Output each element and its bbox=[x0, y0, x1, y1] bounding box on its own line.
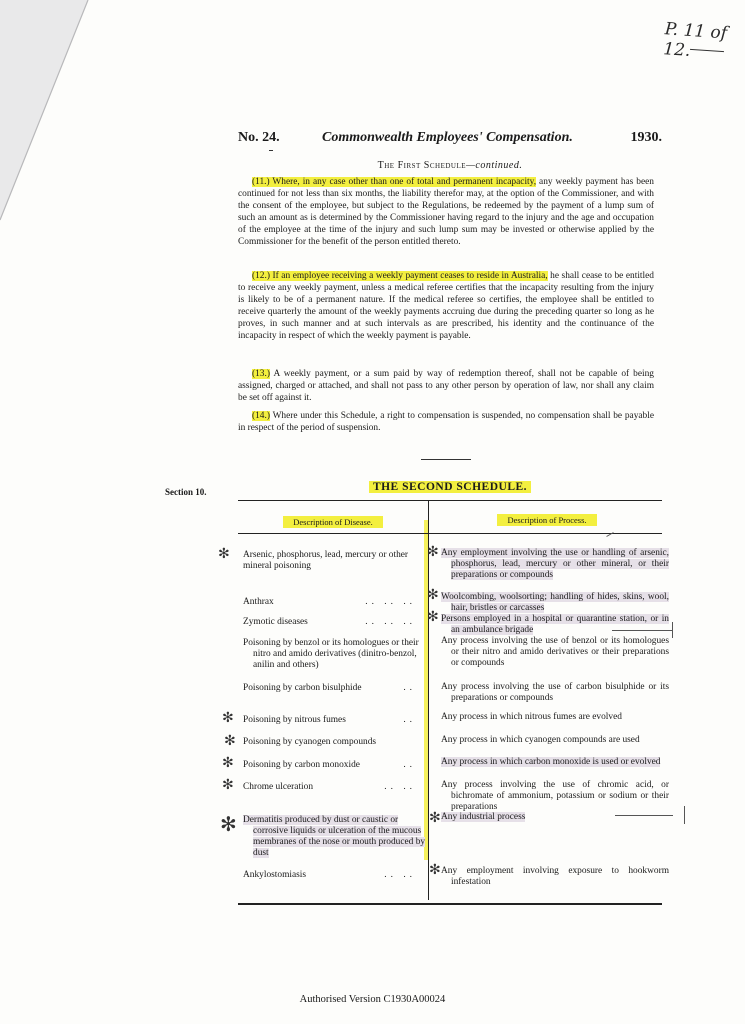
table-row-disease: Poisoning by benzol or its homologues or their nitro and amido derivatives (dinitro-benzol, anilin and others) bbox=[243, 638, 419, 670]
second-schedule-title: THE SECOND SCHEDULE. bbox=[369, 481, 531, 493]
asterisk-mark-icon: ✻ bbox=[224, 733, 236, 749]
table-row-process: Persons employed in a hospital or quarantine station, or in an ambulance brigade bbox=[441, 614, 669, 635]
table-row-process: Woolcombing, woolsorting; handling of hides, skins, wool, hair, bristles or carcasses bbox=[441, 592, 669, 613]
table-row-process: Any employment involving exposure to hookworm infestation bbox=[441, 866, 669, 887]
column-header-disease-label: Description of Disease. bbox=[283, 516, 383, 528]
asterisk-mark-icon: ✻ bbox=[222, 710, 234, 726]
first-schedule-title: The First Schedule bbox=[377, 160, 467, 171]
table-column-divider bbox=[428, 500, 429, 900]
paragraph-13-text: A weekly payment, or a sum paid by way of redemption thereof, shall not be capable of being assigned, charged or attached, and shall not pass to any other person by operation of law, nor shall any claim be set off against it. bbox=[238, 369, 654, 403]
table-row-disease: Poisoning by cyanogen compounds bbox=[243, 737, 377, 747]
table-bottom-rule bbox=[238, 903, 662, 905]
section-label: Section 10. bbox=[165, 487, 207, 497]
table-row-process: Any employment involving the use or handling of arsenic, phosphorus, lead, mercury or other mineral, or their preparations or compounds bbox=[441, 548, 669, 580]
table-row-disease: Poisoning by nitrous fumes .. bbox=[243, 715, 416, 725]
table-row-disease: Dermatitis produced by dust or caustic or corrosive liquids or ulceration of the mucous membranes of the nose or mouth produced by dust bbox=[243, 815, 426, 858]
column-header-process-label: Description of Process. bbox=[497, 514, 596, 526]
table-row-process: Any industrial process bbox=[441, 812, 526, 822]
table-header-rule bbox=[238, 533, 662, 534]
asterisk-mark-icon: ✻ bbox=[427, 609, 439, 625]
paragraph-13-highlight: (13.) bbox=[252, 369, 270, 379]
column-header-disease bbox=[240, 517, 426, 527]
pencil-mark bbox=[615, 815, 673, 816]
header-dash bbox=[269, 150, 273, 151]
table-row-process: Any process in which cyanogen compounds are used bbox=[441, 735, 640, 745]
pencil-mark bbox=[672, 622, 673, 638]
asterisk-mark-icon: ✻ bbox=[427, 587, 439, 603]
table-row-disease: Anthrax .. .. .. bbox=[243, 597, 416, 607]
paragraph-12-text: he shall cease to be entitled to receive any weekly payment, unless a medical referee certifies that the incapacity resulting from the injury is likely to be of a permanent nature. If the medical referee so certifies, the employee shall be entitled to receive quarterly the amount of the weekly payments accruing due during the preceding quarter so long as he proves, in such manner and at such intervals as are prescribed, his identity and the continuance of the incapacity in respect of which the weekly payment is payable. bbox=[238, 271, 654, 341]
act-year: 1930. bbox=[630, 130, 662, 145]
table-row-disease: Zymotic diseases .. .. .. bbox=[243, 617, 416, 627]
paragraph-14-text: Where under this Schedule, a right to compensation is suspended, no compensation shall be payable in respect of the period of suspension. bbox=[238, 411, 654, 433]
table-row-process: Any process in which carbon monoxide is used or evolved bbox=[441, 757, 661, 767]
paragraph-11-text: any weekly payment has been continued for not less than six months, the liability therefor may, at the option of the Commissioner, and with the consent of the employee, but subject to the Regulations, be redeemed by the payment of a lump sum of such an amount as is determined by the Commissioner having regard to the injury and the age and occupation of the employee at the time of the injury and such lump sum may be invested or otherwise applied by the Commissioner for the benefit of the person entitled thereto. bbox=[238, 177, 654, 247]
table-top-rule bbox=[238, 500, 662, 501]
asterisk-mark-icon: ✻ bbox=[218, 546, 230, 562]
asterisk-mark-icon: ✻ bbox=[427, 544, 439, 560]
asterisk-mark-icon: ✻ bbox=[220, 812, 237, 836]
table-row-process: Any process involving the use of chromic acid, or bichromate of ammonium, potassium or sodium or their preparations bbox=[441, 780, 669, 812]
table-row-disease: Ankylostomiasis .. .. bbox=[243, 870, 416, 880]
handwritten-page-note: P. 11 of 12. bbox=[662, 19, 728, 62]
asterisk-mark-icon: ✻ bbox=[429, 810, 441, 826]
pencil-mark bbox=[684, 806, 685, 824]
table-row-disease: Poisoning by carbon bisulphide .. bbox=[243, 683, 416, 693]
act-number: No. 24. bbox=[238, 130, 280, 145]
footer-authorised-version: Authorised Version C1930A00024 bbox=[299, 994, 446, 1005]
table-row-process: Any process involving the use of benzol or its homologues or their nitro and amido derivatives or their preparations or compounds bbox=[441, 636, 669, 668]
paragraph-12-highlight: (12.) If an employee receiving a weekly payment ceases to reside in Australia, bbox=[252, 271, 548, 281]
section-divider bbox=[421, 459, 471, 460]
table-row-disease: Arsenic, phosphorus, lead, mercury or other mineral poisoning bbox=[243, 550, 409, 571]
table-row-process: Any process in which nitrous fumes are evolved bbox=[441, 712, 622, 722]
table-row-process: Any process involving the use of carbon bisulphide or its preparations or compounds bbox=[441, 682, 669, 703]
column-highlight-stroke bbox=[424, 520, 428, 860]
asterisk-mark-icon: ✻ bbox=[222, 777, 234, 793]
second-schedule-heading bbox=[238, 481, 662, 493]
paragraph-14 bbox=[238, 410, 654, 434]
asterisk-mark-icon: ✻ bbox=[222, 755, 234, 771]
page-header bbox=[238, 130, 662, 150]
first-schedule-continued: —continued. bbox=[466, 160, 523, 171]
table-row-disease: Poisoning by carbon monoxide .. bbox=[243, 760, 416, 770]
act-title: Commonwealth Employees' Compensation. bbox=[322, 130, 573, 145]
paragraph-14-highlight: (14.) bbox=[252, 411, 270, 421]
paragraph-13 bbox=[238, 368, 654, 404]
first-schedule-heading bbox=[238, 160, 662, 171]
table-row-disease: Chrome ulceration .. .. bbox=[243, 782, 416, 792]
paragraph-11-highlight: (11.) Where, in any case other than one of total and permanent incapacity, bbox=[252, 177, 537, 187]
paragraph-11 bbox=[238, 176, 654, 248]
pencil-mark bbox=[612, 630, 672, 631]
asterisk-mark-icon: ✻ bbox=[429, 862, 441, 878]
paragraph-12 bbox=[238, 270, 654, 342]
column-header-process bbox=[432, 515, 662, 525]
